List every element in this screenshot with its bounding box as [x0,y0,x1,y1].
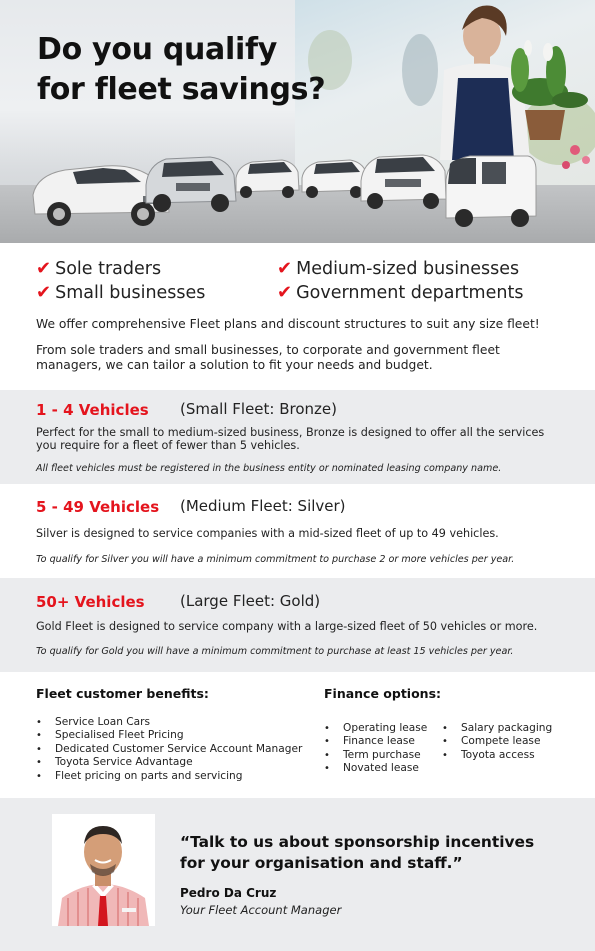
tier-heading [36,497,346,516]
checkmark-icon: ✔ [277,258,293,279]
suv-silver-image [140,145,240,215]
tier-name: (Small Fleet: Bronze) [180,400,338,418]
list-item: • Toyota access [442,749,552,762]
tier-vehicle-count: 1 - 4 Vehicles [36,401,149,419]
list-item: • Finance lease [324,735,427,748]
eligibility-item: ✔ Sole traders [36,258,162,279]
tier-note: To qualify for Gold you will have a minimum commitment to purchase at least 15 vehicles per year. [36,646,514,657]
sponsorship-quote: “Talk to us about sponsorship incentives for your organisation and staff.” [180,833,535,872]
tier-vehicle-count: 50+ Vehicles [36,593,145,611]
checkmark-icon: ✔ [36,282,52,303]
van-white-image [440,150,540,230]
ute-white-image [357,145,449,210]
tier-name: (Large Fleet: Gold) [180,592,321,610]
finance-title: Finance options: [324,686,442,701]
intro-paragraph-2: From sole traders and small businesses, to corporate and government fleet managers, we can tailor a solution to fit your needs and budget. [36,343,500,372]
list-item: • Dedicated Customer Service Account Manager [36,743,302,756]
hero-banner [0,0,595,243]
person-avatar-icon [52,814,155,926]
tier-silver [0,484,595,578]
eligibility-item: ✔ Medium-sized businesses [277,258,520,279]
finance-list-2 [442,722,552,762]
benefits-title: Fleet customer benefits: [36,686,209,701]
checkmark-icon: ✔ [36,258,52,279]
eligibility-item: ✔ Government departments [277,282,524,303]
tier-note: To qualify for Silver you will have a minimum commitment to purchase 2 or more vehicles per year. [36,554,515,565]
contact-panel [0,798,595,951]
list-item: • Term purchase [324,749,427,762]
tier-heading [36,400,338,419]
sedan-white-image [232,150,302,200]
eligibility-item: ✔ Small businesses [36,282,206,303]
tier-description: Gold Fleet is designed to service company with a large-sized fleet of 50 vehicles or more. [36,620,538,633]
list-item: • Salary packaging [442,722,552,735]
benefits-list [36,716,302,783]
tier-bronze [0,390,595,484]
finance-list-1 [324,722,427,776]
account-manager-photo [52,814,155,926]
list-item: • Service Loan Cars [36,716,302,729]
checkmark-icon: ✔ [277,282,293,303]
account-manager-name: Pedro Da Cruz [180,886,277,900]
tier-description: Silver is designed to service companies with a mid-sized fleet of up to 49 vehicles. [36,527,499,540]
list-item: • Specialised Fleet Pricing [36,729,302,742]
tier-vehicle-count: 5 - 49 Vehicles [36,498,160,516]
intro-paragraph-1: We offer comprehensive Fleet plans and discount structures to suit any size fleet! [36,317,540,331]
page-title-line-1: Do you qualify [37,32,277,67]
list-item: • Novated lease [324,762,427,775]
page-title-line-2: for fleet savings? [37,72,326,107]
tier-description: Perfect for the small to medium-sized business, Bronze is designed to offer all the services you require for a fleet of fewer than 5 vehicles. [36,426,545,452]
list-item: • Toyota Service Advantage [36,756,302,769]
tier-note: All fleet vehicles must be registered in the business entity or nominated leasing company name. [36,463,502,474]
tier-heading [36,592,321,611]
tier-name: (Medium Fleet: Silver) [180,497,346,515]
page-title [37,30,337,110]
list-item: • Compete lease [442,735,552,748]
list-item: • Operating lease [324,722,427,735]
account-manager-role: Your Fleet Account Manager [180,903,342,917]
list-item: • Fleet pricing on parts and servicing [36,770,302,783]
tier-gold [0,578,595,672]
